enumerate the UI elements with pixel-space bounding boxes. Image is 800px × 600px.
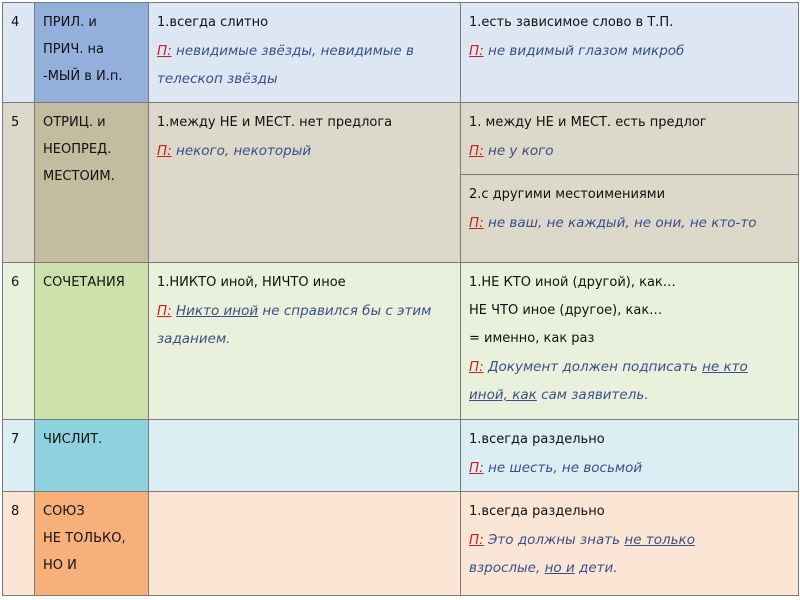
separate-cell	[461, 103, 799, 175]
category-line: НЕ ТОЛЬКО,	[43, 531, 126, 546]
rule-text: 1.всегда слитно	[157, 15, 269, 30]
category-line: СОЧЕТАНИЯ	[43, 275, 125, 290]
row-number: 5	[3, 103, 35, 263]
separate-cell	[461, 492, 799, 596]
table-row-6	[3, 263, 799, 420]
rule-text: 1.всегда раздельно	[469, 504, 605, 519]
rule-text: 1.всегда раздельно	[469, 432, 605, 447]
together-cell	[149, 420, 461, 492]
category-cell	[35, 3, 149, 103]
category-line: НО И	[43, 558, 77, 573]
example-text: П: не ваш, не каждый, не они, не кто-то	[469, 215, 757, 231]
category-cell	[35, 103, 149, 263]
rule-text: 2.с другими местоимениями	[469, 187, 666, 202]
row-number: 7	[3, 420, 35, 492]
category-cell	[35, 263, 149, 420]
category-line: ПРИЧ. на	[43, 42, 104, 57]
category-line: ОТРИЦ. и	[43, 115, 106, 130]
example-text: П: не шесть, не восьмой	[469, 460, 643, 476]
example-text: П: Это должны знать не только	[469, 532, 695, 548]
category-line: СОЮЗ	[43, 504, 85, 519]
separate-cell	[461, 3, 799, 103]
example-text: П: невидимые звёзды, невидимые в	[157, 43, 414, 59]
rule-text: НЕ ЧТО иное (другое), как…	[469, 303, 663, 318]
rule-text: 1.есть зависимое слово в Т.П.	[469, 15, 674, 30]
row-number: 4	[3, 3, 35, 103]
example-text: П: некого, некоторый	[157, 143, 312, 159]
rule-text: 1. между НЕ и МЕСТ. есть предлог	[469, 115, 707, 130]
category-cell	[35, 492, 149, 596]
rule-text: 1.между НЕ и МЕСТ. нет предлога	[157, 115, 393, 130]
example-text: П: не у кого	[469, 143, 554, 159]
row-number: 6	[3, 263, 35, 420]
category-line: НЕОПРЕД.	[43, 142, 112, 157]
rule-text: 1.НИКТО иной, НИЧТО иное	[157, 275, 346, 290]
example-text: взрослые, но и дети.	[469, 560, 618, 576]
example-text: П: Документ должен подписать не кто	[469, 359, 748, 375]
rule-text: = именно, как раз	[469, 331, 595, 346]
together-cell	[149, 103, 461, 263]
category-line: ПРИЛ. и	[43, 15, 97, 30]
table-row-8	[3, 492, 799, 596]
together-cell	[149, 3, 461, 103]
separate-cell	[461, 175, 799, 263]
together-cell	[149, 492, 461, 596]
table-row-4	[3, 3, 799, 103]
category-cell	[35, 420, 149, 492]
separate-cell	[461, 263, 799, 420]
example-text: телескоп звёзды	[157, 71, 278, 87]
table-row-5	[3, 103, 799, 175]
separate-cell	[461, 420, 799, 492]
together-cell	[149, 263, 461, 420]
row-number: 8	[3, 492, 35, 596]
rules-table	[2, 2, 799, 596]
table-row-7	[3, 420, 799, 492]
example-text: иной, как сам заявитель.	[469, 387, 649, 403]
example-text: П: не видимый глазом микроб	[469, 43, 685, 59]
category-line: МЕСТОИМ.	[43, 169, 115, 184]
category-line: ЧИСЛИТ.	[43, 432, 103, 447]
example-text: П: Никто иной не справился бы с этим	[157, 303, 432, 319]
category-line: -МЫЙ в И.п.	[43, 69, 123, 84]
rule-text: 1.НЕ КТО иной (другой), как…	[469, 275, 676, 290]
example-text: заданием.	[157, 331, 231, 347]
